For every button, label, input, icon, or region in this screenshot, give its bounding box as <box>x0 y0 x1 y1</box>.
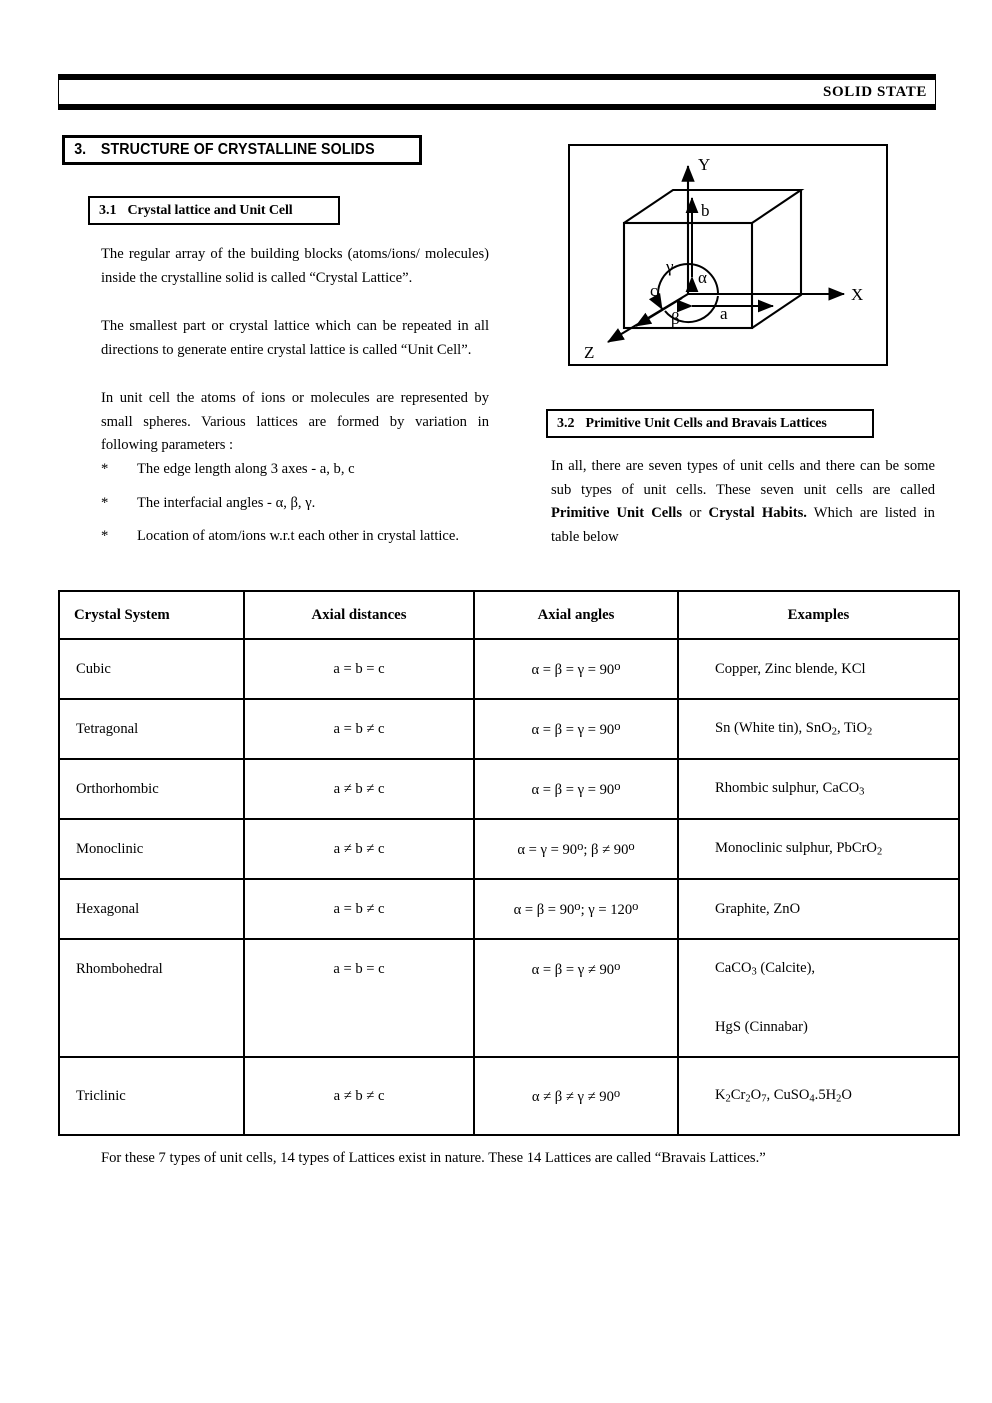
angle-label-beta: β <box>671 309 680 328</box>
section-heading-3 <box>62 135 422 165</box>
column-header-examples: Examples <box>678 591 959 639</box>
bullet-star-icon: * <box>101 461 109 477</box>
cell-examples: CaCO$_3$ (Calcite), <box>678 939 959 998</box>
list-item <box>101 492 493 516</box>
table-header <box>59 591 959 639</box>
list-item-label: The interfacial angles - α, β, γ. <box>137 494 316 511</box>
cell-axial-distances: a ≠ b ≠ c <box>244 759 474 819</box>
table-header-row <box>59 591 959 639</box>
cell-examples: Graphite, ZnO <box>678 879 959 939</box>
list-item <box>101 458 493 482</box>
paragraph-crystal-lattice: The regular array of the building blocks (atoms/ions/ molecules) inside the crystalline solid is called “Crystal Lattice”. <box>101 246 489 286</box>
cell-examples: Sn (White tin), SnO$_2$, TiO$_2$ <box>678 699 959 759</box>
table-row <box>59 879 959 939</box>
paragraph-primitive-cells <box>551 455 935 549</box>
cell-axial-angles: $\alpha = \beta = \gamma = 90^o$ <box>474 759 678 819</box>
paragraph-part-2: or <box>682 505 709 521</box>
section-title: STRUCTURE OF CRYSTALLINE SOLIDS <box>100 141 375 158</box>
cell-axial-distances: a ≠ b ≠ c <box>244 1057 474 1135</box>
cell-axial-distances: a = b = c <box>244 639 474 699</box>
table-row <box>59 699 959 759</box>
table-row <box>59 1057 959 1135</box>
cell-crystal-system: Hexagonal <box>59 879 244 939</box>
cell-examples: $K_2Cr_2O_7$, $CuSO_4.5H_2O$ <box>678 1057 959 1135</box>
cell-crystal-system: Monoclinic <box>59 819 244 879</box>
paragraph-unit-cell: The smallest part or crystal lattice which can be repeated in all directions to generate entire crystal lattice is called “Unit Cell”. <box>101 318 489 358</box>
cell-examples: Copper, Zinc blende, KCl <box>678 639 959 699</box>
edge-label-c: c <box>650 281 658 300</box>
cell-examples: HgS (Cinnabar) <box>678 998 959 1057</box>
running-header <box>58 74 936 110</box>
cell-examples: Monoclinic sulphur, PbCrO$_2$ <box>678 819 959 879</box>
cell-axial-angles: $\alpha \ne \beta \ne \gamma \ne 90^o$ <box>474 1057 678 1135</box>
column-header-crystal-system: Crystal System <box>59 591 244 639</box>
cell-crystal-system <box>59 998 244 1057</box>
list-item <box>101 525 493 549</box>
cell-axial-angles: $\alpha = \beta = 90^o$; $\gamma = 120^o$ <box>474 879 678 939</box>
table-row <box>59 998 959 1057</box>
edge-label-b: b <box>701 201 710 220</box>
cell-axial-distances: a = b ≠ c <box>244 879 474 939</box>
angle-label-gamma: γ <box>666 257 674 276</box>
paragraph-part-1: In all, there are seven types of unit cells and there can be some sub types of unit cells. These seven unit cells are called <box>551 458 935 498</box>
cell-axial-distances <box>244 998 474 1057</box>
cell-crystal-system: Triclinic <box>59 1057 244 1135</box>
section-heading-3-1 <box>88 196 340 225</box>
cell-crystal-system: Cubic <box>59 639 244 699</box>
angle-label-alpha: α <box>698 268 707 287</box>
cell-axial-distances: a = b = c <box>244 939 474 998</box>
column-header-axial-distances: Axial distances <box>244 591 474 639</box>
edge-label-a: a <box>720 304 728 323</box>
axis-label-y: Y <box>698 155 711 174</box>
cell-examples: Rhombic sulphur, CaCO$_3$ <box>678 759 959 819</box>
bullet-star-icon: * <box>101 528 109 544</box>
table-row <box>59 819 959 879</box>
bullet-star-icon: * <box>101 494 109 511</box>
cell-axial-angles: $\alpha = \beta = \gamma = 90^o$ <box>474 639 678 699</box>
cell-axial-angles <box>474 998 678 1057</box>
subsection-title: Primitive Unit Cells and Bravais Lattices <box>585 415 827 431</box>
unit-cell-diagram <box>568 144 888 366</box>
table-body <box>59 639 959 1135</box>
cell-crystal-system: Rhombohedral <box>59 939 244 998</box>
cell-axial-angles: $\alpha = \beta = \gamma = 90^o$ <box>474 699 678 759</box>
subsection-title: Crystal lattice and Unit Cell <box>127 202 293 218</box>
list-item-label: The edge length along 3 axes - a, b, c <box>137 461 355 477</box>
paragraph-parameters-intro: In unit cell the atoms of ions or molecules are represented by small spheres. Various lattices are formed by variation in following parameters : <box>101 390 489 453</box>
crystal-systems-table <box>58 590 960 1136</box>
cell-axial-distances: a ≠ b ≠ c <box>244 819 474 879</box>
footnote-bravais: For these 7 types of unit cells, 14 types of Lattices exist in nature. These 14 Lattices are called “Bravais Lattices.” <box>101 1150 766 1166</box>
section-heading-3-2 <box>546 409 874 438</box>
cell-axial-distances: a = b ≠ c <box>244 699 474 759</box>
axis-label-z: Z <box>584 343 595 362</box>
table-row <box>59 939 959 998</box>
term-primitive-unit-cells: Primitive Unit Cells <box>551 505 683 521</box>
unit-cell-svg <box>570 146 886 364</box>
subsection-number: 3.1 <box>99 202 117 218</box>
column-header-axial-angles: Axial angles <box>474 591 678 639</box>
subsection-number: 3.2 <box>557 415 575 431</box>
table-row <box>59 639 959 699</box>
list-item-label: Location of atom/ions w.r.t each other in crystal lattice. <box>137 528 460 544</box>
term-crystal-habits: Crystal Habits. <box>708 505 807 521</box>
cell-axial-angles: $\alpha = \beta = \gamma \ne 90^o$ <box>474 939 678 998</box>
cell-crystal-system: Tetragonal <box>59 699 244 759</box>
cell-axial-angles: $\alpha = \gamma = 90^o$; $\beta \ne 90^o$ <box>474 819 678 879</box>
table-row <box>59 759 959 819</box>
cell-crystal-system: Orthorhombic <box>59 759 244 819</box>
header-title: SOLID STATE <box>823 83 927 100</box>
paragraph-part-3: Which are listed in table below <box>551 505 935 545</box>
axis-label-x: X <box>851 285 864 304</box>
parameter-bullet-list <box>101 458 493 559</box>
section-number: 3. <box>74 141 87 158</box>
